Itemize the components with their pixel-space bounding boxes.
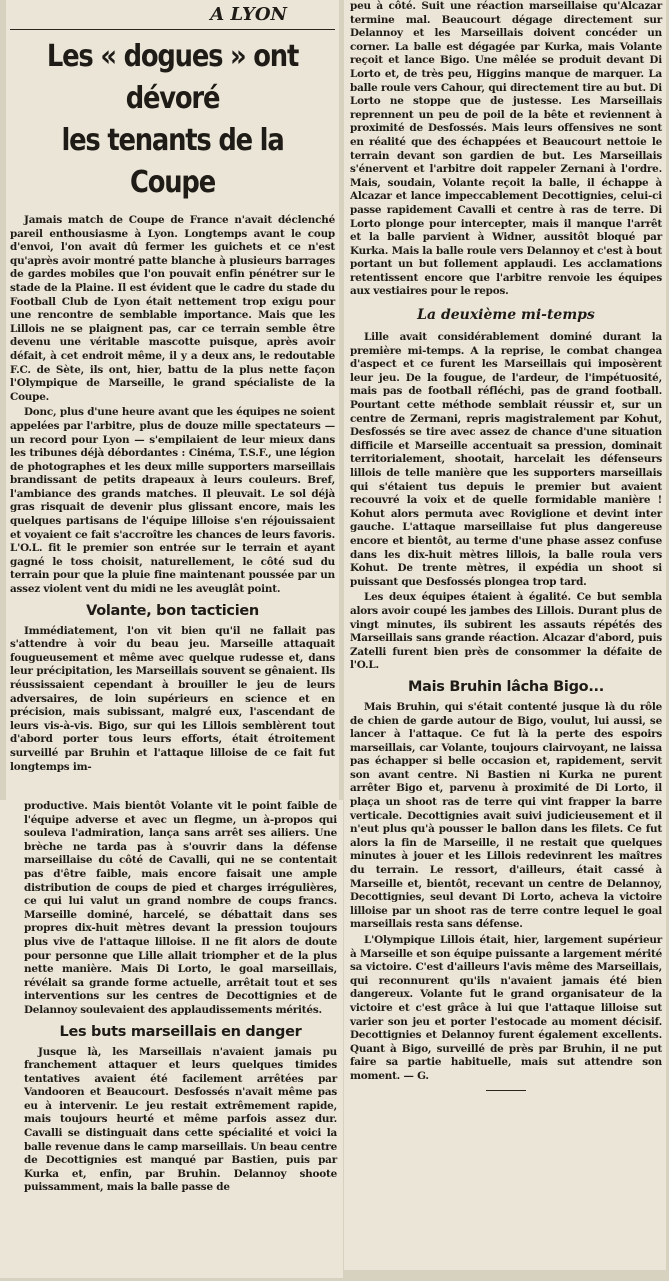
subheading-volante: Volante, bon tacticien bbox=[86, 602, 259, 619]
subheading-bruhin-bigo: Mais Bruhin lâcha Bigo... bbox=[408, 678, 604, 695]
volante-paragraph-part-1: Immédiatement, l'on vit bien qu'il ne fallait pas s'attendre à voir du beau jeu. Marseille attaquait fougueusement et même avec quelque rudesse et, dans leur précipitation, les Marseillais souvent se gênaient. Ils réussissaient cependant à brouiller le jeu de leurs adversaires, de loin supérieurs en science et en précision, mais subissant, malgré eux, l'ascendant de leurs vis-à-vis. Bigo, sur qui les Lillois semblèrent tout d'abord porter tous leurs efforts, était étroitement surveillé par Bruhin et l'attaque lilloise de ce fait fut longtemps im- bbox=[10, 624, 335, 773]
subheading-buts-marseillais: Les buts marseillais en danger bbox=[59, 1023, 302, 1040]
buts-paragraph-part-2: peu à côté. Suit une réaction marseillaise qu'Alcazar termine mal. Beaucourt dégage directement sur Delannoy et les Marseillais doivent concéder un corner. La balle est dégagée par Kurka, mais Volante reçoit et lance Bigo. Une mêlée se produit devant Di Lorto et, de très peu, Higgins manque de marquer. La balle roule vers Cahour, qui directement tire au but. Di Lorto ne stoppe que de justesse. Les Marseillais reprennent un peu de poil de la bête et reviennent à proximité de Desfossés. Mais leurs offensives ne sont en réalité que des échappées et Beaucourt nettoie le terrain devant son gardien de but. Les Marseillais s'énervent et l'arbitre doit rappeler Zernani à l'ordre. Mais, soudain, Volante reçoit la balle, il échappe à Alcazar et lance impeccablement Decottignies, celui-ci passe rapidement Cavalli et centre à ras de terre. Di Lorto plonge pour intercepter, mais il manque l'arrêt et la balle parvient à Widner, aussitôt bloqué par Kurka. Mais la balle roule vers Delannoy et c'est à bout portant un but follement applaudi. Les acclamations retentissent encore que l'arbitre renvoie les équipes aux vestiaires pour le repos. bbox=[350, 0, 662, 298]
clipping-left-bottom bbox=[0, 800, 343, 1278]
end-rule bbox=[486, 1090, 526, 1092]
subheading-deuxieme-mi-temps: La deuxième mi-temps bbox=[417, 307, 595, 324]
headline bbox=[33, 36, 313, 204]
clipping-right bbox=[344, 0, 666, 1270]
buts-paragraph-part-1: Jusque là, les Marseillais n'avaient jamais pu franchement attaquer et leurs quelques timides tentatives avaient été facilement arrêtées par Vandooren et Beaucourt. Desfossés n'avait même pas eu à intervenir. Le jeu restait extrêmement rapide, mais toujours heurté et même parfois assez dur. Cavalli se distinguait dans cette spécialité et voici la balle revenue dans le camp marseillais. Un beau centre de Decottignies est manqué par Bastien, puis par Kurka et, enfin, par Bruhin. Delannoy shoote puissamment, mais la balle passe de bbox=[24, 1045, 337, 1194]
second-half-paragraph-1: Lille avait considérablement dominé durant la première mi-temps. A la reprise, le combat changea d'aspect et ce furent les Marseillais qui imposèrent leur jeu. De la fougue, de l'ardeur, de l'impétuosité, mais pas de football réfléchi, pas de grand football. Pourtant cette méthode semblait réussir et, sur un centre de Zermani, repris magistralement par Kohut, Desfossés se tire avec assez de chance d'une situation difficile et Marseille accentuait sa pression, dominait territorialement, shootait, harcelait les défenseurs lillois de telle manière que les supporters marseillais qui s'étaient tus depuis le premier but avaient recouvré la voix et de quelle formidable manière ! Kohut alors permuta avec Roviglione et devint inter gauche. L'attaque marseillaise fut plus dangereuse encore et bientôt, au terme d'une phase assez confuse dans les dix-huit mètres lillois, la balle roula vers Kohut. De trente mètres, il expédia un shoot si puissant que Desfossés plongea trop tard. bbox=[350, 331, 662, 588]
volante-paragraph-part-2: productive. Mais bientôt Volante vit le point faible de l'équipe adverse et avec un flegme, un à-propos qui souleva l'admiration, lança sans arrêt ses ailiers. Une brèche ne tarda pas à s'ouvrir dans la défense marseillaise du côté de Cavalli, qui ne se contentait pas d'être faible, mais encore faisait une ample distribution de coups de pied et charges irrégulières, ce qui lui valut un grand nombre de coups francs. Marseille dominé, harcelé, se débattait dans ses propres dix-huit mètres devant la pression toujours plus vive de l'attaque lilloise. Il ne fit alors de doute pour personne que Lille allait triompher et de la plus nette manière. Mais Di Lorto, le goal marseillais, révélait sa grande forme actuelle, arrêtait tout et ses interventions sur les centres de Decottignies et de Delannoy soulevaient des applaudissements mérités. bbox=[24, 800, 337, 1016]
kicker-location: A LYON bbox=[10, 0, 335, 30]
bruhin-paragraph-1: Mais Bruhin, qui s'était contenté jusque là du rôle de chien de garde autour de Bigo, voulut, lui aussi, se lancer à l'attaque. Ce fut là la perte des espoirs marseillais, car Volante, toujours clairvoyant, ne laissa pas échapper si belle occasion et, rapidement, servit son avant centre. Ni Bastien ni Kurka ne purent arrêter Bigo et, parvenu à proximité de Di Lorto, il plaça un shoot ras de terre qui vint frapper la barre verticale. Decottignies avait suivi judicieusement et il n'eut plus qu'à pousser le ballon dans les filets. Ce fut alors la fin de Marseille, il ne restait que quelques minutes à jouer et les Lillois redevinrent les maîtres du terrain. Le ressort, d'ailleurs, était cassé à Marseille et, bientôt, recevant un centre de Delannoy, Decottignies, seul devant Di Lorto, acheva la victoire lilloise par un shoot ras de terre contre lequel le goal marseillais resta sans défense. bbox=[350, 700, 662, 931]
intro-paragraph-2: Donc, plus d'une heure avant que les équipes ne soient appelées par l'arbitre, plus de douze mille spectateurs — un record pour Lyon — s'empilaient de leur mieux dans les tribunes déjà débordantes : Cinéma, T.S.F., une légion de photographes et les deux mille supporters marseillais brandissant de petits drapeaux à leurs couleurs. Bref, l'ambiance des grands matches. Il pleuvait. Le sol déjà gras risquait de devenir plus glissant encore, mais les quelques partisans de l'équipe lilloise s'en réjouissaient et voyaient ce fait s'accroître les chances de leurs favoris. L'O.L. fit le premier son entrée sur le terrain et ayant gagné le toss choisit, naturellement, le côté sud du terrain pour que la pluie fine maintenant poussée par un assez violent vent du midi ne les aveuglât point. bbox=[10, 406, 335, 596]
headline-line-2: les tenants de la Coupe bbox=[61, 123, 284, 200]
second-half-paragraph-2: Les deux équipes étaient à égalité. Ce but sembla alors avoir coupé les jambes des Lillois. Durant plus de vingt minutes, ils subirent les assauts répétés des Marseillais sans grande réaction. Alcazar d'abord, puis Zatelli furent bien près de consommer la défaite de l'O.L. bbox=[350, 591, 662, 672]
clipping-left-top bbox=[6, 0, 339, 800]
bruhin-paragraph-2: L'Olympique Lillois était, hier, largement supérieur à Marseille et son équipe puissante a largement mérité sa victoire. C'est d'ailleurs l'avis même des Marseillais, qui reconnurent qu'ils n'avaient jamais été bien dangereux. Volante fut le grand organisateur de la victoire et c'est grâce à lui que l'attaque lilloise sut varier son jeu et porter l'estocade au moment décisif. Decottignies et Delannoy furent également excellents. Quant à Bigo, surveillé de près par Bruhin, il ne put faire sa partie habituelle, mais sut attendre son moment. — G. bbox=[350, 934, 662, 1082]
headline-line-1: Les « dogues » ont dévoré bbox=[46, 39, 299, 116]
intro-paragraph-1: Jamais match de Coupe de France n'avait déclenché pareil enthousiasme à Lyon. Longtemps avant le coup d'envoi, l'on avait dû fermer les guichets et ce n'est qu'après avoir montré patte blanche à plusieurs barrages de gardes mobiles que l'on pouvait enfin pénétrer sur le stade de la Plaine. Il est évident que le cadre du stade du Football Club de Lyon était nettement trop exigu pour une rencontre de semblable importance. Mais que les Lillois ne se plaignent pas, car ce terrain semble être devenu une véritable mascotte puisque, après avoir défait, à cet endroit même, il y a deux ans, le redoutable F.C. de Sète, ils ont, hier, battu de la plus nette façon l'Olympique de Marseille, le grand spécialiste de la Coupe. bbox=[10, 214, 335, 403]
